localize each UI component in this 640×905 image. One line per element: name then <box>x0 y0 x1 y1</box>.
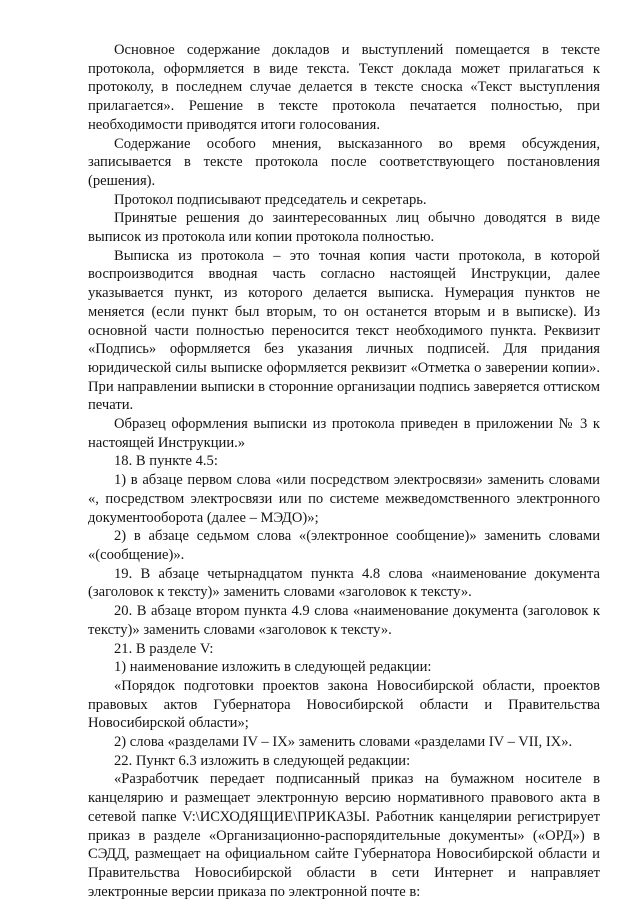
paragraph-item-19: 19. В абзаце четырнадцатом пункта 4.8 слова «наименование документа (заголовок к тексту)» заменить словами «заголовок к тексту». <box>88 565 600 601</box>
paragraph-item-18: 18. В пункте 4.5: <box>114 453 218 470</box>
paragraph-item-18-2: 2) в абзаце седьмом слова «(электронное сообщение)» заменить словами «(сообщение)». <box>88 528 600 563</box>
paragraph-item-21-2: 2) слова «разделами IV – IX» заменить словами «разделами IV – VII, IX». <box>114 734 573 751</box>
document-body <box>88 41 600 901</box>
paragraph-item-21: 21. В разделе V: <box>114 640 214 657</box>
paragraph-item-22-quote: «Разработчик передает подписанный приказ на бумажном носителе в канцелярию и размещает электронную версию нормативного правового акта в сетевой папке V:\ИСХОДЯЩИЕ\ПРИКАЗЫ. Работник канцелярии регистрирует приказ в разделе «Организационно-распорядительные документы» («ОРД») в СЭДД, размещает на официальном сайте Губернатора Новосибирской области и Правительства Новосибирской области в сети Интернет и направляет электронные версии приказа по электронной почте в: <box>88 771 600 900</box>
paragraph-section-title-quote: «Порядок подготовки проектов закона Новосибирской области, проектов правовых актов Губернатора Новосибирской области и Правительства Новосибирской области»; <box>88 677 600 732</box>
paragraph-special-opinion: Содержание особого мнения, высказанного во время обсуждения, записывается в тексте протокола после соответствующего постановления (решения). <box>88 135 600 189</box>
paragraph-decisions-delivery: Принятые решения до заинтересованных лиц обычно доводятся в виде выписок из протокола или копии протокола полностью. <box>88 210 600 246</box>
paragraph-protocol-extract: Выписка из протокола – это точная копия части протокола, в которой воспроизводится вводная часть согласно настоящей Инструкции, далее указывается пункт, из которого делается выписка. Нумерация пунктов не меняется (если пункт был вторым, то он останется вторым и в выписке). Из основной части полностью переносится текст необходимого пункта. Реквизит «Подпись» оформляется без указания личных подписей. Для придания юридической силы выписке оформляется реквизит «Отметка о заверении копии». При направлении выписки в сторонние организации подпись заверяется оттиском печати. <box>88 247 600 414</box>
paragraph-protocol-signers: Протокол подписывают председатель и секретарь. <box>114 191 427 208</box>
paragraph-extract-sample: Образец оформления выписки из протокола приведен в приложении № 3 к настоящей Инструкции.» <box>88 416 600 451</box>
paragraph-item-18-1: 1) в абзаце первом слова «или посредством электросвязи» заменить словами «, посредством электросвязи или по системе межведомственного электронного документооборота (далее – МЭДО)»; <box>88 472 600 526</box>
paragraph-item-20: 20. В абзаце втором пункта 4.9 слова «наименование документа (заголовок к тексту)» заменить словами «заголовок к тексту». <box>88 603 600 638</box>
paragraph-item-21-1: 1) наименование изложить в следующей редакции: <box>114 659 432 676</box>
paragraph-report-content: Основное содержание докладов и выступлений помещается в тексте протокола, оформляется в виде текста. Текст доклада может прилагаться к протоколу, в последнем случае делается в тексте сноска «Текст выступления прилагается». Решение в тексте протокола печатается полностью, при необходимости приводятся итоги голосования. <box>88 42 600 133</box>
paragraph-item-22: 22. Пункт 6.3 изложить в следующей редакции: <box>114 752 411 769</box>
